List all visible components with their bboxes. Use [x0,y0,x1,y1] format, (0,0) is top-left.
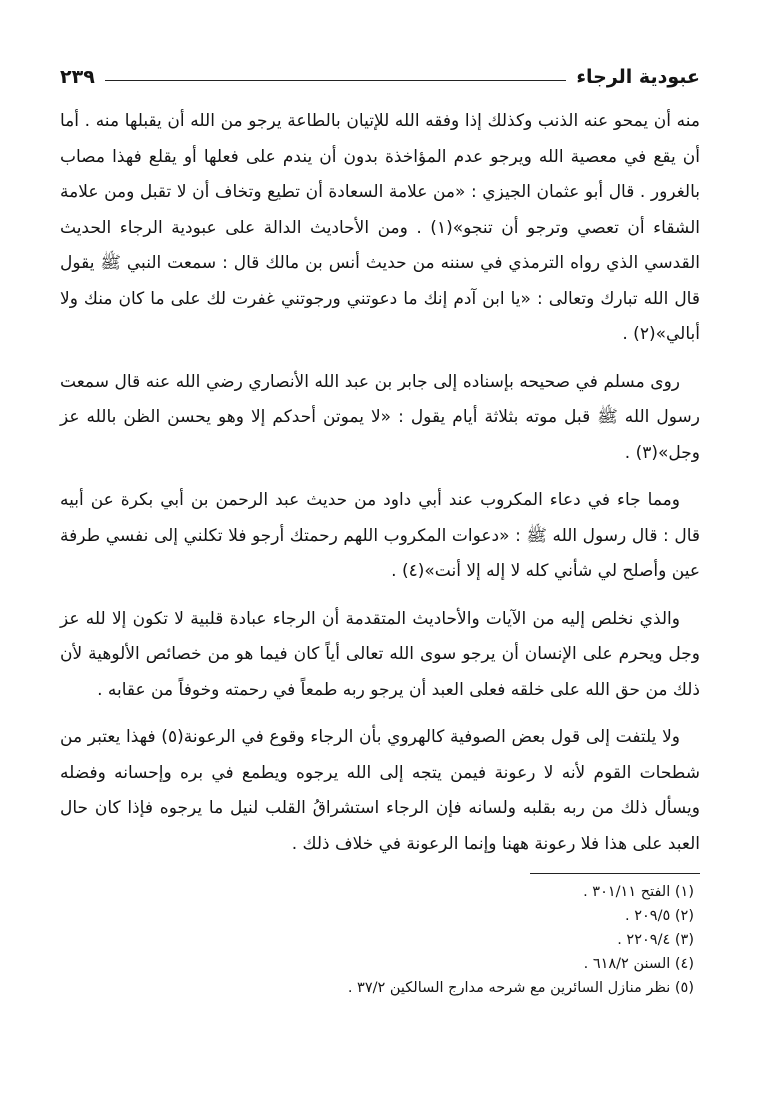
footnotes [60,880,700,1000]
main-text [60,104,700,874]
paragraph: والذي نخلص إليه من الآيات والأحاديث المتقدمة أن الرجاء عبادة قلبية لا تكون إلا لله عز وجل ويحرم على الإنسان أن يرجو سوى الله تعالى أياً كان فيما هو من خصائص الألوهية لأن ذلك من حق الله على خلقه فعلى العبد أن يرجو ربه طمعاً في رحمته وخوفاً من عقابه . [60,608,700,700]
footnote: (١) الفتح ٣٠١/١١ . [583,884,694,900]
footnote: (٢) ٢٠٩/٥ . [624,908,694,924]
paragraph: ومما جاء في دعاء المكروب عند أبي داود من حديث عبد الرحمن بن أبي بكرة عن أبيه قال : قال رسول الله ﷺ : «دعوات المكروب اللهم رحمتك أرجو فلا تكلني إلى نفسي طرفة عين وأصلح لي شأني كله لا إله إلا أنت»(٤) . [60,490,700,581]
running-title: عبودية الرجاء [576,66,700,88]
page-number: ٢٣٩ [60,66,95,88]
footnote: (٤) السنن ٦١٨/٢ . [583,956,694,972]
footnote-separator [530,873,700,874]
paragraph: ولا يلتفت إلى قول بعض الصوفية كالهروي بأن الرجاء وقوع في الرعونة(٥) فهذا يعتبر من شطحات القوم لأنه لا رعونة فيمن يتجه إلى الله يرجوه ويطمع في بره وإحسانه وفضله ويسأل ذلك من ربه بقلبه ولسانه فإن الرجاء استشراقُ القلب لنيل ما يرجوه فإذا كان حال العبد على هذا فلا رعونة ههنا وإنما الرعونة في خلاف ذلك . [60,727,700,854]
book-page [60,60,700,1060]
header-rule [105,80,567,81]
paragraph: روى مسلم في صحيحه بإسناده إلى جابر بن عبد الله الأنصاري رضي الله عنه قال سمعت رسول الله ﷺ قبل موته بثلاثة أيام يقول : «لا يموتن أحدكم إلا وهو يحسن الظن بالله عز وجل»(٣) . [60,371,700,463]
footnote: (٥) نظر منازل السائرين مع شرحه مدارج السالكين ٣٧/٢ . [347,980,694,996]
footnote: (٣) ٢٢٠٩/٤ . [617,932,694,948]
paragraph: منه أن يمحو عنه الذنب وكذلك إذا وفقه الله للإتيان بالطاعة يرجو من الله أن يقبلها منه . أما أن يقع في معصية الله ويرجو عدم المؤاخذة بدون أن يندم على فعلها أو يقلع فهذا مصاب بالغرور . قال أبو عثمان الجيزي : «من علامة السعادة أن تطيع وتخاف أن لا تقبل ومن علامة الشقاء أن تعصي وترجو أن تنجو»(١) . ومن الأحاديث الدالة على عبودية الرجاء الحديث القدسي الذي رواه الترمذي في سننه من حديث أنس بن مالك قال : سمعت النبي ﷺ يقول قال الله تبارك وتعالى : «يا ابن آدم إنك ما دعوتني ورجوتني غفرت لك على ما كان منك ولا أبالي»(٢) . [60,111,700,344]
page-header [60,60,700,94]
